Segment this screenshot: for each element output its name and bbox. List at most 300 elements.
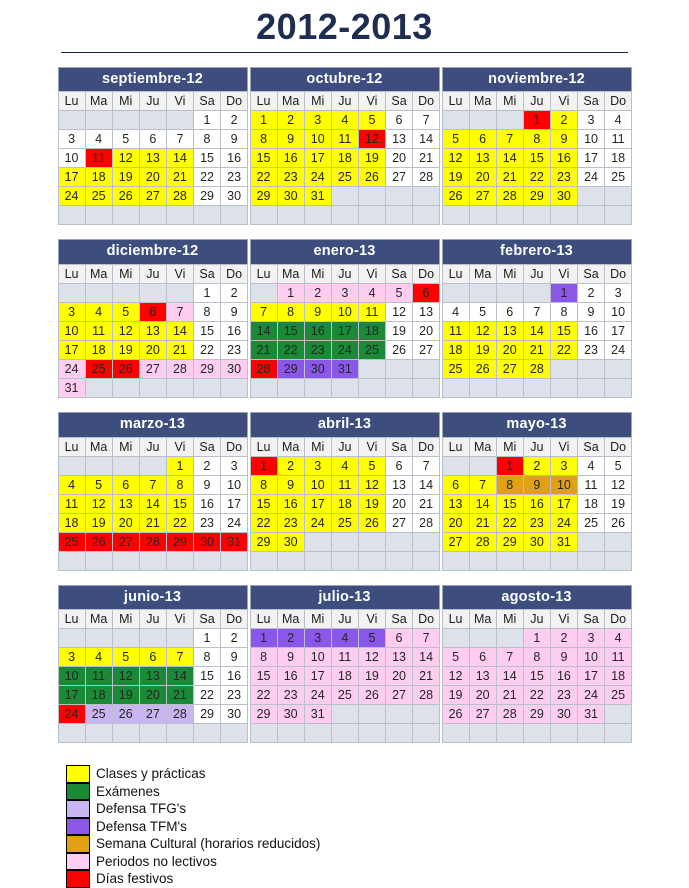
day-cell[interactable]: 22 <box>496 513 523 532</box>
day-cell[interactable]: 17 <box>58 341 85 360</box>
day-cell[interactable]: 2 <box>577 284 604 303</box>
day-cell[interactable]: 23 <box>550 168 577 187</box>
day-cell[interactable]: 6 <box>385 456 412 475</box>
day-cell[interactable]: 29 <box>277 360 304 379</box>
day-cell[interactable]: 30 <box>277 187 304 206</box>
day-cell[interactable]: 22 <box>250 513 277 532</box>
day-cell[interactable]: 22 <box>550 341 577 360</box>
day-cell[interactable]: 26 <box>358 686 385 705</box>
day-cell[interactable]: 29 <box>250 532 277 551</box>
day-cell[interactable]: 2 <box>193 456 220 475</box>
day-cell[interactable]: 27 <box>385 686 412 705</box>
day-cell[interactable]: 6 <box>496 303 523 322</box>
day-cell[interactable]: 29 <box>193 360 220 379</box>
day-cell[interactable]: 28 <box>413 686 440 705</box>
day-cell[interactable]: 16 <box>221 322 248 341</box>
day-cell[interactable]: 28 <box>413 513 440 532</box>
day-cell[interactable]: 2 <box>277 111 304 130</box>
day-cell[interactable]: 24 <box>58 360 85 379</box>
day-cell[interactable]: 19 <box>112 341 139 360</box>
day-cell[interactable]: 24 <box>550 513 577 532</box>
day-cell[interactable]: 28 <box>496 187 523 206</box>
day-cell[interactable]: 23 <box>221 168 248 187</box>
day-cell[interactable]: 26 <box>442 187 469 206</box>
day-cell[interactable]: 22 <box>193 341 220 360</box>
day-cell[interactable]: 31 <box>58 379 85 398</box>
day-cell[interactable]: 7 <box>413 111 440 130</box>
day-cell[interactable]: 20 <box>442 513 469 532</box>
day-cell[interactable]: 3 <box>221 456 248 475</box>
day-cell[interactable]: 8 <box>250 130 277 149</box>
day-cell[interactable]: 1 <box>250 111 277 130</box>
day-cell[interactable]: 30 <box>221 705 248 724</box>
day-cell[interactable]: 15 <box>166 494 193 513</box>
day-cell[interactable]: 13 <box>413 303 440 322</box>
day-cell[interactable]: 17 <box>304 494 331 513</box>
day-cell[interactable]: 14 <box>413 130 440 149</box>
day-cell[interactable]: 1 <box>193 284 220 303</box>
day-cell[interactable]: 25 <box>85 705 112 724</box>
day-cell[interactable]: 9 <box>550 648 577 667</box>
day-cell[interactable]: 10 <box>304 475 331 494</box>
day-cell[interactable]: 9 <box>577 303 604 322</box>
day-cell[interactable]: 27 <box>496 360 523 379</box>
day-cell[interactable]: 9 <box>550 130 577 149</box>
day-cell[interactable]: 3 <box>304 111 331 130</box>
day-cell[interactable]: 6 <box>413 284 440 303</box>
day-cell[interactable]: 11 <box>331 475 358 494</box>
day-cell[interactable]: 31 <box>550 532 577 551</box>
day-cell[interactable]: 31 <box>221 532 248 551</box>
day-cell[interactable]: 6 <box>469 648 496 667</box>
day-cell[interactable]: 26 <box>385 341 412 360</box>
day-cell[interactable]: 19 <box>112 168 139 187</box>
day-cell[interactable]: 24 <box>331 341 358 360</box>
day-cell[interactable]: 3 <box>550 456 577 475</box>
day-cell[interactable]: 2 <box>221 284 248 303</box>
day-cell[interactable]: 15 <box>550 322 577 341</box>
day-cell[interactable]: 23 <box>221 341 248 360</box>
day-cell[interactable]: 22 <box>250 168 277 187</box>
day-cell[interactable]: 23 <box>193 513 220 532</box>
day-cell[interactable]: 13 <box>496 322 523 341</box>
day-cell[interactable]: 8 <box>193 648 220 667</box>
day-cell[interactable]: 20 <box>385 667 412 686</box>
day-cell[interactable]: 31 <box>304 187 331 206</box>
day-cell[interactable]: 19 <box>112 686 139 705</box>
day-cell[interactable]: 8 <box>277 303 304 322</box>
day-cell[interactable]: 29 <box>523 187 550 206</box>
day-cell[interactable]: 6 <box>385 111 412 130</box>
day-cell[interactable]: 23 <box>277 686 304 705</box>
day-cell[interactable]: 1 <box>193 629 220 648</box>
day-cell[interactable]: 19 <box>469 341 496 360</box>
day-cell[interactable]: 18 <box>331 494 358 513</box>
day-cell[interactable]: 31 <box>304 705 331 724</box>
day-cell[interactable]: 24 <box>304 168 331 187</box>
day-cell[interactable]: 3 <box>331 284 358 303</box>
day-cell[interactable]: 2 <box>277 629 304 648</box>
day-cell[interactable]: 27 <box>139 360 166 379</box>
day-cell[interactable]: 6 <box>112 475 139 494</box>
day-cell[interactable]: 14 <box>166 149 193 168</box>
day-cell[interactable]: 27 <box>139 705 166 724</box>
day-cell[interactable]: 11 <box>442 322 469 341</box>
day-cell[interactable]: 9 <box>221 130 248 149</box>
day-cell[interactable]: 27 <box>385 168 412 187</box>
day-cell[interactable]: 7 <box>139 475 166 494</box>
day-cell[interactable]: 24 <box>58 187 85 206</box>
day-cell[interactable]: 10 <box>577 648 604 667</box>
day-cell[interactable]: 7 <box>166 130 193 149</box>
day-cell[interactable]: 11 <box>58 494 85 513</box>
day-cell[interactable]: 12 <box>442 667 469 686</box>
day-cell[interactable]: 12 <box>358 475 385 494</box>
day-cell[interactable]: 5 <box>112 648 139 667</box>
day-cell[interactable]: 23 <box>304 341 331 360</box>
day-cell[interactable]: 8 <box>250 648 277 667</box>
day-cell[interactable]: 16 <box>550 667 577 686</box>
day-cell[interactable]: 20 <box>413 322 440 341</box>
day-cell[interactable]: 5 <box>358 629 385 648</box>
day-cell[interactable]: 18 <box>358 322 385 341</box>
day-cell[interactable]: 9 <box>221 303 248 322</box>
day-cell[interactable]: 8 <box>523 130 550 149</box>
day-cell[interactable]: 24 <box>304 686 331 705</box>
day-cell[interactable]: 28 <box>469 532 496 551</box>
day-cell[interactable]: 18 <box>605 667 632 686</box>
day-cell[interactable]: 7 <box>523 303 550 322</box>
day-cell[interactable]: 12 <box>605 475 632 494</box>
day-cell[interactable]: 21 <box>166 168 193 187</box>
day-cell[interactable]: 26 <box>112 705 139 724</box>
day-cell[interactable]: 16 <box>277 149 304 168</box>
day-cell[interactable]: 17 <box>221 494 248 513</box>
day-cell[interactable]: 14 <box>413 648 440 667</box>
day-cell[interactable]: 16 <box>221 667 248 686</box>
day-cell[interactable]: 16 <box>304 322 331 341</box>
day-cell[interactable]: 17 <box>577 149 604 168</box>
day-cell[interactable]: 3 <box>577 629 604 648</box>
day-cell[interactable]: 1 <box>193 111 220 130</box>
day-cell[interactable]: 1 <box>277 284 304 303</box>
day-cell[interactable]: 26 <box>442 705 469 724</box>
day-cell[interactable]: 14 <box>523 322 550 341</box>
day-cell[interactable]: 31 <box>577 705 604 724</box>
day-cell[interactable]: 13 <box>469 149 496 168</box>
day-cell[interactable]: 1 <box>250 629 277 648</box>
day-cell[interactable]: 28 <box>166 705 193 724</box>
day-cell[interactable]: 29 <box>166 532 193 551</box>
day-cell[interactable]: 10 <box>304 130 331 149</box>
day-cell[interactable]: 12 <box>469 322 496 341</box>
day-cell[interactable]: 25 <box>331 513 358 532</box>
day-cell[interactable]: 6 <box>139 303 166 322</box>
day-cell[interactable]: 4 <box>58 475 85 494</box>
day-cell[interactable]: 28 <box>250 360 277 379</box>
day-cell[interactable]: 15 <box>523 667 550 686</box>
day-cell[interactable]: 4 <box>331 629 358 648</box>
day-cell[interactable]: 15 <box>250 494 277 513</box>
day-cell[interactable]: 4 <box>85 648 112 667</box>
day-cell[interactable]: 3 <box>304 456 331 475</box>
day-cell[interactable]: 24 <box>58 705 85 724</box>
day-cell[interactable]: 13 <box>469 667 496 686</box>
day-cell[interactable]: 15 <box>277 322 304 341</box>
day-cell[interactable]: 19 <box>358 667 385 686</box>
day-cell[interactable]: 28 <box>523 360 550 379</box>
day-cell[interactable]: 18 <box>85 168 112 187</box>
day-cell[interactable]: 21 <box>250 341 277 360</box>
day-cell[interactable]: 4 <box>331 456 358 475</box>
day-cell[interactable]: 2 <box>304 284 331 303</box>
day-cell[interactable]: 30 <box>523 532 550 551</box>
day-cell[interactable]: 12 <box>112 667 139 686</box>
day-cell[interactable]: 20 <box>139 341 166 360</box>
day-cell[interactable]: 1 <box>523 111 550 130</box>
day-cell[interactable]: 25 <box>331 686 358 705</box>
day-cell[interactable]: 24 <box>221 513 248 532</box>
day-cell[interactable]: 11 <box>577 475 604 494</box>
day-cell[interactable]: 10 <box>58 322 85 341</box>
day-cell[interactable]: 13 <box>442 494 469 513</box>
day-cell[interactable]: 12 <box>85 494 112 513</box>
day-cell[interactable]: 31 <box>331 360 358 379</box>
day-cell[interactable]: 20 <box>496 341 523 360</box>
day-cell[interactable]: 14 <box>469 494 496 513</box>
day-cell[interactable]: 19 <box>358 494 385 513</box>
day-cell[interactable]: 22 <box>523 686 550 705</box>
day-cell[interactable]: 1 <box>523 629 550 648</box>
day-cell[interactable]: 30 <box>221 187 248 206</box>
day-cell[interactable]: 30 <box>221 360 248 379</box>
day-cell[interactable]: 23 <box>577 341 604 360</box>
day-cell[interactable]: 10 <box>58 149 85 168</box>
day-cell[interactable]: 30 <box>277 705 304 724</box>
day-cell[interactable]: 2 <box>550 111 577 130</box>
day-cell[interactable]: 30 <box>193 532 220 551</box>
day-cell[interactable]: 4 <box>605 111 632 130</box>
day-cell[interactable]: 29 <box>193 705 220 724</box>
day-cell[interactable]: 14 <box>496 149 523 168</box>
day-cell[interactable]: 10 <box>331 303 358 322</box>
day-cell[interactable]: 22 <box>193 168 220 187</box>
day-cell[interactable]: 24 <box>304 513 331 532</box>
day-cell[interactable]: 21 <box>166 686 193 705</box>
day-cell[interactable]: 3 <box>577 111 604 130</box>
day-cell[interactable]: 4 <box>85 303 112 322</box>
day-cell[interactable]: 22 <box>277 341 304 360</box>
day-cell[interactable]: 11 <box>605 648 632 667</box>
day-cell[interactable]: 23 <box>277 168 304 187</box>
day-cell[interactable]: 23 <box>523 513 550 532</box>
day-cell[interactable]: 11 <box>85 149 112 168</box>
day-cell[interactable]: 7 <box>496 648 523 667</box>
day-cell[interactable]: 27 <box>413 341 440 360</box>
day-cell[interactable]: 21 <box>413 494 440 513</box>
day-cell[interactable]: 30 <box>304 360 331 379</box>
day-cell[interactable]: 26 <box>85 532 112 551</box>
day-cell[interactable]: 3 <box>304 629 331 648</box>
day-cell[interactable]: 7 <box>166 303 193 322</box>
day-cell[interactable]: 12 <box>358 130 385 149</box>
day-cell[interactable]: 16 <box>277 667 304 686</box>
day-cell[interactable]: 16 <box>193 494 220 513</box>
day-cell[interactable]: 17 <box>304 149 331 168</box>
day-cell[interactable]: 1 <box>496 456 523 475</box>
day-cell[interactable]: 21 <box>496 686 523 705</box>
day-cell[interactable]: 7 <box>496 130 523 149</box>
day-cell[interactable]: 11 <box>331 648 358 667</box>
day-cell[interactable]: 12 <box>358 648 385 667</box>
day-cell[interactable]: 12 <box>112 149 139 168</box>
day-cell[interactable]: 19 <box>442 168 469 187</box>
day-cell[interactable]: 19 <box>85 513 112 532</box>
day-cell[interactable]: 4 <box>605 629 632 648</box>
day-cell[interactable]: 27 <box>139 187 166 206</box>
day-cell[interactable]: 29 <box>250 187 277 206</box>
day-cell[interactable]: 2 <box>221 111 248 130</box>
day-cell[interactable]: 2 <box>550 629 577 648</box>
day-cell[interactable]: 18 <box>442 341 469 360</box>
day-cell[interactable]: 14 <box>166 667 193 686</box>
day-cell[interactable]: 26 <box>112 187 139 206</box>
day-cell[interactable]: 11 <box>358 303 385 322</box>
day-cell[interactable]: 27 <box>469 705 496 724</box>
day-cell[interactable]: 10 <box>221 475 248 494</box>
day-cell[interactable]: 9 <box>277 648 304 667</box>
day-cell[interactable]: 5 <box>112 130 139 149</box>
day-cell[interactable]: 21 <box>413 667 440 686</box>
day-cell[interactable]: 21 <box>469 513 496 532</box>
day-cell[interactable]: 19 <box>385 322 412 341</box>
day-cell[interactable]: 20 <box>385 149 412 168</box>
day-cell[interactable]: 8 <box>166 475 193 494</box>
day-cell[interactable]: 5 <box>469 303 496 322</box>
day-cell[interactable]: 14 <box>139 494 166 513</box>
day-cell[interactable]: 9 <box>304 303 331 322</box>
day-cell[interactable]: 29 <box>496 532 523 551</box>
day-cell[interactable]: 10 <box>304 648 331 667</box>
day-cell[interactable]: 22 <box>523 168 550 187</box>
day-cell[interactable]: 29 <box>193 187 220 206</box>
day-cell[interactable]: 25 <box>605 686 632 705</box>
day-cell[interactable]: 22 <box>250 686 277 705</box>
day-cell[interactable]: 2 <box>523 456 550 475</box>
day-cell[interactable]: 16 <box>221 149 248 168</box>
day-cell[interactable]: 16 <box>523 494 550 513</box>
day-cell[interactable]: 13 <box>385 130 412 149</box>
day-cell[interactable]: 6 <box>442 475 469 494</box>
day-cell[interactable]: 24 <box>577 686 604 705</box>
day-cell[interactable]: 21 <box>413 149 440 168</box>
day-cell[interactable]: 12 <box>385 303 412 322</box>
day-cell[interactable]: 2 <box>277 456 304 475</box>
day-cell[interactable]: 25 <box>85 187 112 206</box>
day-cell[interactable]: 22 <box>193 686 220 705</box>
day-cell[interactable]: 5 <box>605 456 632 475</box>
day-cell[interactable]: 25 <box>358 341 385 360</box>
day-cell[interactable]: 5 <box>358 111 385 130</box>
day-cell[interactable]: 11 <box>85 322 112 341</box>
day-cell[interactable]: 18 <box>85 686 112 705</box>
day-cell[interactable]: 3 <box>58 130 85 149</box>
day-cell[interactable]: 19 <box>605 494 632 513</box>
day-cell[interactable]: 9 <box>523 475 550 494</box>
day-cell[interactable]: 10 <box>550 475 577 494</box>
day-cell[interactable]: 17 <box>577 667 604 686</box>
day-cell[interactable]: 13 <box>385 475 412 494</box>
day-cell[interactable]: 9 <box>277 475 304 494</box>
day-cell[interactable]: 3 <box>605 284 632 303</box>
day-cell[interactable]: 17 <box>550 494 577 513</box>
day-cell[interactable]: 29 <box>523 705 550 724</box>
day-cell[interactable]: 23 <box>277 513 304 532</box>
day-cell[interactable]: 6 <box>139 648 166 667</box>
day-cell[interactable]: 16 <box>577 322 604 341</box>
day-cell[interactable]: 30 <box>277 532 304 551</box>
day-cell[interactable]: 8 <box>193 130 220 149</box>
day-cell[interactable]: 20 <box>112 513 139 532</box>
day-cell[interactable]: 19 <box>442 686 469 705</box>
day-cell[interactable]: 1 <box>550 284 577 303</box>
day-cell[interactable]: 4 <box>358 284 385 303</box>
day-cell[interactable]: 5 <box>112 303 139 322</box>
day-cell[interactable]: 23 <box>550 686 577 705</box>
day-cell[interactable]: 7 <box>413 456 440 475</box>
day-cell[interactable]: 26 <box>358 168 385 187</box>
day-cell[interactable]: 11 <box>331 130 358 149</box>
day-cell[interactable]: 9 <box>221 648 248 667</box>
day-cell[interactable]: 10 <box>58 667 85 686</box>
day-cell[interactable]: 29 <box>250 705 277 724</box>
day-cell[interactable]: 15 <box>193 149 220 168</box>
day-cell[interactable]: 28 <box>166 360 193 379</box>
day-cell[interactable]: 7 <box>469 475 496 494</box>
day-cell[interactable]: 14 <box>166 322 193 341</box>
day-cell[interactable]: 11 <box>605 130 632 149</box>
day-cell[interactable]: 7 <box>250 303 277 322</box>
day-cell[interactable]: 1 <box>166 456 193 475</box>
day-cell[interactable]: 7 <box>166 648 193 667</box>
day-cell[interactable]: 5 <box>358 456 385 475</box>
day-cell[interactable]: 15 <box>193 322 220 341</box>
day-cell[interactable]: 16 <box>550 149 577 168</box>
day-cell[interactable]: 17 <box>304 667 331 686</box>
day-cell[interactable]: 18 <box>331 149 358 168</box>
day-cell[interactable]: 21 <box>139 513 166 532</box>
day-cell[interactable]: 1 <box>250 456 277 475</box>
day-cell[interactable]: 14 <box>413 475 440 494</box>
day-cell[interactable]: 18 <box>331 667 358 686</box>
day-cell[interactable]: 17 <box>58 686 85 705</box>
day-cell[interactable]: 27 <box>385 513 412 532</box>
day-cell[interactable]: 18 <box>58 513 85 532</box>
day-cell[interactable]: 15 <box>193 667 220 686</box>
day-cell[interactable]: 23 <box>221 686 248 705</box>
day-cell[interactable]: 27 <box>469 187 496 206</box>
day-cell[interactable]: 21 <box>496 168 523 187</box>
day-cell[interactable]: 25 <box>605 168 632 187</box>
day-cell[interactable]: 10 <box>577 130 604 149</box>
day-cell[interactable]: 24 <box>605 341 632 360</box>
day-cell[interactable]: 6 <box>139 130 166 149</box>
day-cell[interactable]: 28 <box>496 705 523 724</box>
day-cell[interactable]: 5 <box>442 130 469 149</box>
day-cell[interactable]: 20 <box>139 686 166 705</box>
day-cell[interactable]: 19 <box>358 149 385 168</box>
day-cell[interactable]: 11 <box>85 667 112 686</box>
